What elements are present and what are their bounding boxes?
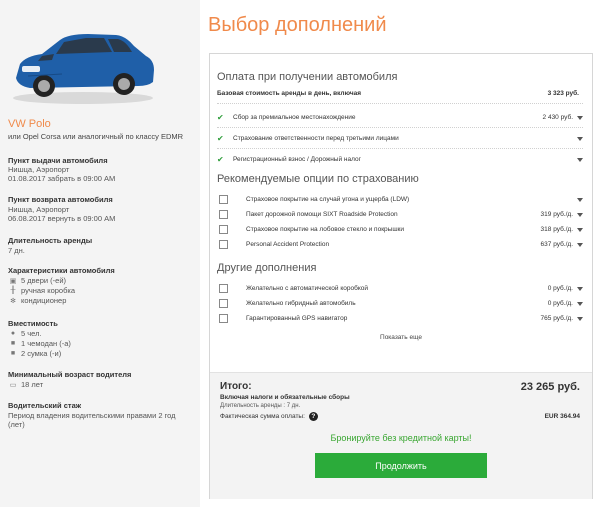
people-label: 5 чел. <box>21 329 42 338</box>
people-row <box>8 329 42 338</box>
age-label: 18 лет <box>21 380 44 389</box>
car-model-title: VW Polo <box>8 118 51 130</box>
capacity-heading: Вместимость <box>8 319 58 328</box>
option-checkbox[interactable] <box>219 314 228 323</box>
gearbox-label: ручная коробка <box>21 286 75 295</box>
included-item <box>217 152 583 167</box>
car-door-icon: ▣ <box>9 277 17 285</box>
total-heading: Итого: <box>220 381 252 392</box>
option-price: 0 руб./д. <box>547 285 573 292</box>
chevron-down-icon[interactable] <box>577 213 583 217</box>
characteristics-heading: Характеристики автомобиля <box>8 266 115 275</box>
pickup-location: Нишца, Аэропорт <box>8 165 70 174</box>
insurance-option[interactable] <box>217 192 583 207</box>
extra-option[interactable] <box>217 281 583 296</box>
chevron-down-icon[interactable] <box>577 317 583 321</box>
included-item <box>217 110 583 125</box>
option-label: Страховое покрытие на лобовое стекло и покрышки <box>246 226 405 233</box>
actual-amount-row <box>220 412 318 421</box>
total-duration-note: Длительность аренды : 7 дн. <box>220 403 301 409</box>
help-icon[interactable]: ? <box>309 412 318 421</box>
duration-heading: Длительность аренды <box>8 236 93 245</box>
bag-icon: ■ <box>10 350 16 357</box>
option-checkbox[interactable] <box>219 240 228 249</box>
experience-value: Период владения водительскими правами 2 год (лет) <box>8 411 176 429</box>
option-label: Желательно с автоматической коробкой <box>246 285 368 292</box>
return-time: 06.08.2017 вернуть в 09:00 AM <box>8 214 116 223</box>
option-label: Пакет дорожной помощи SIXT Roadside Protection <box>246 211 398 218</box>
option-price: 765 руб./д. <box>540 315 573 322</box>
divider <box>217 127 583 128</box>
included-item <box>217 131 583 146</box>
base-rate-value: 3 323 руб. <box>547 90 579 97</box>
chevron-down-icon[interactable] <box>577 243 583 247</box>
option-label: Personal Accident Protection <box>246 241 330 248</box>
divider <box>217 148 583 149</box>
chevron-down-icon[interactable] <box>577 302 583 306</box>
bags-row <box>8 349 61 358</box>
extra-option[interactable] <box>217 296 583 311</box>
check-icon: ✔ <box>217 113 224 122</box>
base-rate-label: Базовая стоимость аренды в день, включая <box>217 90 362 97</box>
doors-row <box>8 276 66 285</box>
included-item-label: Страхование ответственности перед третьими лицами <box>233 135 399 142</box>
chevron-down-icon[interactable] <box>577 198 583 202</box>
total-taxes-note: Включая налоги и обязательные сборы <box>220 394 350 401</box>
suitcase-icon: ■ <box>10 340 16 347</box>
pickup-time: 01.08.2017 забрать в 09:00 AM <box>8 174 116 183</box>
suitcase-label: 1 чемодан (-а) <box>21 339 71 348</box>
doors-label: 5 двери (-ей) <box>21 276 66 285</box>
min-age-heading: Минимальный возраст водителя <box>8 370 132 379</box>
option-price: 319 руб./д. <box>540 211 573 218</box>
insurance-option[interactable] <box>217 222 583 237</box>
option-checkbox[interactable] <box>219 225 228 234</box>
base-rate-row <box>217 90 583 97</box>
included-item-label: Регистрационный взнос / Дорожный налог <box>233 156 361 163</box>
page-title: Выбор дополнений <box>208 14 387 36</box>
bags-label: 2 сумка (-и) <box>21 349 62 358</box>
insurance-heading: Рекомендуемые опции по страхованию <box>217 173 419 185</box>
ac-label: кондиционер <box>21 296 67 305</box>
divider <box>217 103 583 104</box>
pickup-heading: Пункт выдачи автомобиля <box>8 156 108 165</box>
chevron-down-icon[interactable] <box>577 137 583 141</box>
age-row <box>8 380 43 389</box>
actual-amount-value: EUR 364.94 <box>544 413 580 420</box>
show-more-link[interactable]: Показать еще <box>380 334 422 341</box>
option-price: 318 руб./д. <box>540 226 573 233</box>
gearbox-row <box>8 286 75 295</box>
extra-option[interactable] <box>217 311 583 326</box>
total-section <box>210 372 592 499</box>
car-image <box>8 26 158 106</box>
option-label: Желательно гибридный автомобиль <box>246 300 356 307</box>
suitcase-row <box>8 339 71 348</box>
gearbox-icon: ╫ <box>10 287 16 294</box>
duration-value: 7 дн. <box>8 246 25 255</box>
option-checkbox[interactable] <box>219 210 228 219</box>
option-price: 637 руб./д. <box>540 241 573 248</box>
total-value: 23 265 руб. <box>520 381 580 393</box>
extras-heading: Другие дополнения <box>217 262 317 274</box>
chevron-down-icon[interactable] <box>577 116 583 120</box>
experience-heading: Водительский стаж <box>8 401 82 410</box>
option-price: 0 руб./д. <box>547 300 573 307</box>
included-item-price: 2 430 руб. <box>542 114 573 121</box>
return-location: Нишца, Аэропорт <box>8 205 70 214</box>
chevron-down-icon[interactable] <box>577 158 583 162</box>
option-checkbox[interactable] <box>219 299 228 308</box>
snowflake-icon: ✻ <box>10 297 16 305</box>
car-summary-sidebar <box>0 0 200 507</box>
return-heading: Пункт возврата автомобиля <box>8 195 113 204</box>
continue-button[interactable]: Продолжить <box>315 453 487 478</box>
option-label: Гарантированный GPS навигатор <box>246 315 348 322</box>
check-icon: ✔ <box>217 134 224 143</box>
ac-row <box>8 296 66 305</box>
person-icon: ● <box>10 330 16 337</box>
chevron-down-icon[interactable] <box>577 287 583 291</box>
pay-on-pickup-heading: Оплата при получении автомобиля <box>217 71 398 83</box>
car-class-note: или Opel Corsa или аналогичный по классу EDMR <box>8 132 184 141</box>
check-icon: ✔ <box>217 155 224 164</box>
insurance-option[interactable] <box>217 207 583 222</box>
option-label: Страховое покрытие на случай угона и ущерба (LDW) <box>246 196 410 203</box>
actual-amount-label: Фактическая сумма оплаты: <box>220 413 305 420</box>
no-credit-card-note: Бронируйте без кредитной карты! <box>330 433 472 443</box>
insurance-option[interactable] <box>217 237 583 252</box>
extras-panel <box>209 53 593 499</box>
id-card-icon: ▭ <box>9 381 17 389</box>
included-item-label: Сбор за премиальное местонахождение <box>233 114 356 121</box>
option-checkbox[interactable] <box>219 195 228 204</box>
option-checkbox[interactable] <box>219 284 228 293</box>
chevron-down-icon[interactable] <box>577 228 583 232</box>
